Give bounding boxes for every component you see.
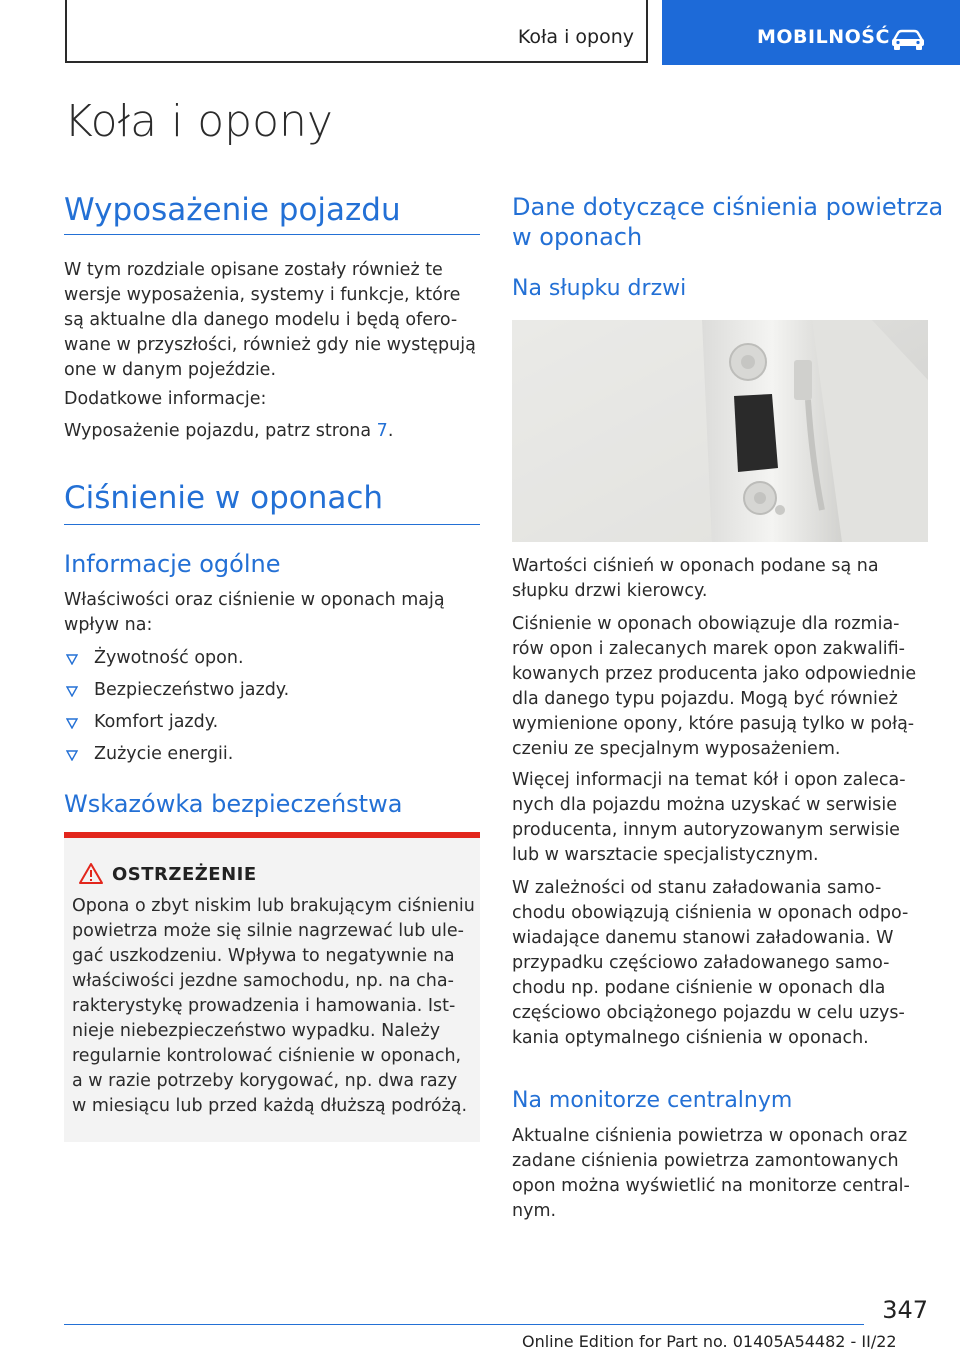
text-line: nieje niebezpieczeństwo wypadku. Należy (72, 1021, 441, 1041)
list-item-text: Komfort jazdy. (94, 712, 219, 732)
text-line: W tym rozdziale opisane zostały również te (64, 260, 443, 280)
header-section-title: Koła i opony (517, 26, 634, 48)
header-chapter-label: MOBILNOŚĆ (757, 26, 890, 48)
list-item-text: Żywotność opon. (94, 648, 244, 668)
text-line: wiadające danemu stanowi załadowania. W (512, 928, 894, 948)
text-line: Opona o zbyt niskim lub brakującym ciśnieniu (72, 896, 475, 916)
vehicle-equipment-paragraph (64, 258, 484, 383)
header-chapter-tab[interactable] (662, 0, 960, 65)
page-number: 347 (882, 1296, 928, 1324)
subheading-safety: Wskazówka bezpieczeństwa (64, 790, 403, 818)
car-icon (890, 29, 926, 51)
text-line: kania optymalnego ciśnienia w oponach. (512, 1028, 869, 1048)
text-line: Więcej informacji na temat kół i opon zaleca- (512, 770, 906, 790)
door-paragraph-1 (512, 554, 932, 604)
text-line: one w danym pojeździe. (64, 360, 277, 380)
text-line: opon można wyświetlić na monitorze central- (512, 1176, 910, 1196)
heading-line: Dane dotyczące ciśnienia powietrza (512, 193, 944, 221)
text-line: gać uszkodzeniu. Wpływa to negatywnie na (72, 946, 455, 966)
text-line: wane w przyszłości, również gdy nie występują (64, 335, 476, 355)
door-pillar-photo (512, 320, 928, 542)
list-item-text: Zużycie energii. (94, 744, 234, 764)
door-paragraph-2 (512, 612, 932, 762)
list-item (64, 642, 479, 674)
text-line: Aktualne ciśnienia powietrza w oponach oraz (512, 1126, 908, 1146)
text-line: Wartości ciśnień w oponach podane są na (512, 556, 879, 576)
text-line: częściowo obciążonego pojazdu w celu uzys- (512, 1003, 905, 1023)
triangle-bullet-icon (66, 686, 78, 697)
text-line: zadane ciśnienia powietrza zamontowanych (512, 1151, 899, 1171)
subheading-door-pillar: Na słupku drzwi (512, 276, 687, 301)
page-title: Koła i opony (64, 96, 333, 147)
door-paragraph-4 (512, 876, 932, 1051)
heading-rule (64, 524, 480, 525)
text-line: przypadku częściowo załadowanego samo- (512, 953, 890, 973)
warning-triangle-icon (78, 862, 104, 885)
text-line: rakterystykę prowadzenia i hamowania. Ist- (72, 996, 456, 1016)
text-line: kowanych przez producenta jako odpowiednie (512, 664, 917, 684)
triangle-bullet-icon (66, 718, 78, 729)
text-line: wpływ na: (64, 615, 153, 635)
triangle-bullet-icon (66, 654, 78, 665)
warning-box (64, 832, 480, 1142)
triangle-bullet-icon (66, 750, 78, 761)
text-line: lub w warsztacie specjalistycznym. (512, 845, 819, 865)
page-link[interactable]: 7 (376, 421, 388, 441)
text-line: w miesiącu lub przed każdą dłuższą podróżą. (72, 1096, 468, 1116)
heading-vehicle-equipment: Wyposażenie pojazdu (64, 192, 401, 228)
reference-text: Wyposażenie pojazdu, patrz strona (64, 421, 377, 441)
heading-tire-pressure: Ciśnienie w oponach (64, 480, 384, 516)
text-line: nych dla pojazdu można uzyskać w serwisie (512, 795, 898, 815)
list-item-text: Bezpieczeństwo jazdy. (94, 680, 290, 700)
text-line: wersje wyposażenia, systemy i funkcje, które (64, 285, 461, 305)
text-line: producenta, innym autoryzowanym serwisie (512, 820, 900, 840)
door-paragraph-3 (512, 768, 932, 868)
text-line: właściwości jezdne samochodu, np. na cha- (72, 971, 454, 991)
subheading-central-monitor: Na monitorze centralnym (512, 1088, 793, 1113)
footer-rule (64, 1324, 864, 1325)
warning-label: OSTRZEŻENIE (112, 864, 257, 885)
text-line: słupku drzwi kierowcy. (512, 581, 708, 601)
heading-rule (64, 234, 480, 235)
list-item (64, 738, 479, 770)
warning-text (72, 894, 477, 1119)
subheading-general-info: Informacje ogólne (64, 550, 281, 578)
text-line: Ciśnienie w oponach obowiązuje dla rozmia- (512, 614, 900, 634)
edition-info: Online Edition for Part no. 01405A54482 - II/22 (522, 1332, 897, 1351)
header-section-box (65, 0, 648, 63)
text-line: czeniu ze specjalnym wyposażeniem. (512, 739, 841, 759)
text-line: powietrza może się silnie nagrzewać lub ule- (72, 921, 464, 941)
monitor-paragraph (512, 1124, 932, 1224)
text-line: są aktualne dla danego modelu i będą ofero- (64, 310, 458, 330)
text-line: Właściwości oraz ciśnienie w oponach mają (64, 590, 445, 610)
heading-line: w oponach (512, 223, 643, 251)
influence-list (64, 642, 479, 770)
reference-end: . (387, 421, 394, 441)
text-line: a w razie potrzeby korygować, np. dwa razy (72, 1071, 458, 1091)
heading-pressure-data (512, 192, 943, 252)
additional-info-label: Dodatkowe informacje: (64, 389, 267, 409)
text-line: rów opon i zalecanych marek opon zakwalifi- (512, 639, 905, 659)
text-line: chodu np. podane ciśnienie w oponach dla (512, 978, 886, 998)
text-line: W zależności od stanu załadowania samo- (512, 878, 882, 898)
text-line: wymienione opony, które pasują tylko w połą- (512, 714, 915, 734)
text-line: dla danego typu pojazdu. Mogą być również (512, 689, 898, 709)
equipment-reference (64, 419, 393, 444)
list-item (64, 706, 479, 738)
text-line: nym. (512, 1201, 557, 1221)
text-line: regularnie kontrolować ciśnienie w oponach, (72, 1046, 462, 1066)
general-info-intro (64, 588, 484, 638)
text-line: chodu obowiązują ciśnienia w oponach odpo- (512, 903, 909, 923)
list-item (64, 674, 479, 706)
